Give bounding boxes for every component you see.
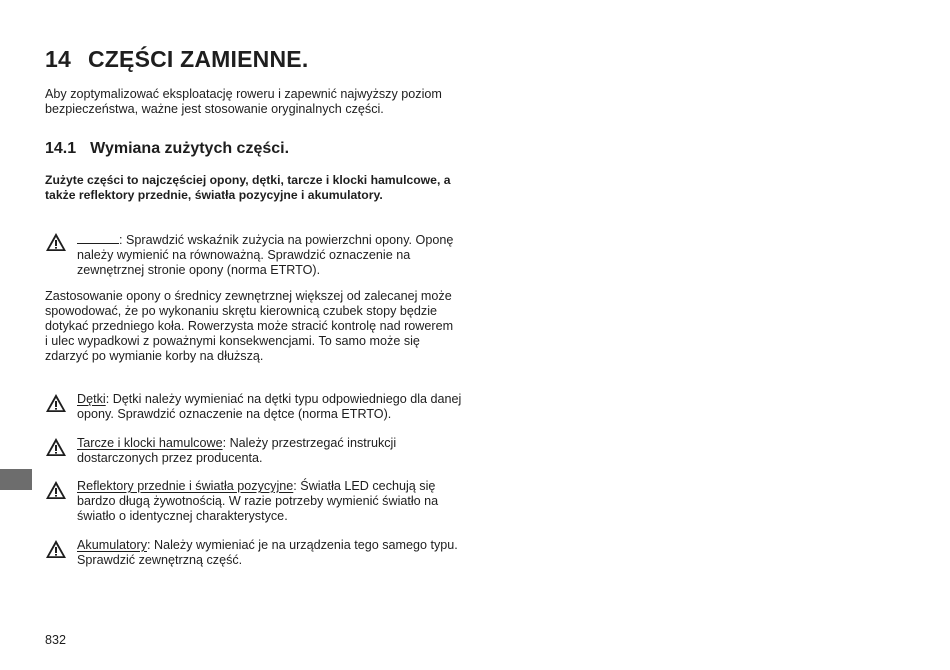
- warning-term: Tarcze i klocki hamulcowe: [77, 436, 223, 450]
- chapter-title: [45, 46, 308, 73]
- warning-triangle-icon: [45, 393, 67, 413]
- warning-term: Akumulatory: [77, 538, 147, 552]
- warning-tyres: [45, 231, 465, 278]
- tyre-diameter-paragraph: Zastosowanie opony o średnicy zewnętrznej większej od zalecanej może spowodować, że po wykonaniu skrętu kierownicą czubek stopy będzie dotykać przedniego koła. Rowerzysta może stracić kontrolę nad rowerem i ulec wypadkowi z poważnymi konsekwencjami. To samo może się zdarzyć po wymianie korby na dłuższą.: [45, 289, 454, 363]
- blank-term-line: [77, 231, 119, 244]
- warning-brakes-text: Tarcze i klocki hamulcowe: Należy przestrzegać instrukcji dostarczonych przez producenta.: [77, 436, 397, 465]
- section-title-text: Wymiana zużytych części.: [90, 140, 290, 157]
- warning-triangle-icon: [45, 437, 67, 457]
- warning-term: Reflektory przednie i światła pozycyjne: [77, 479, 294, 493]
- worn-parts-summary: Zużyte części to najczęściej opony, dętki, tarcze i klocki hamulcowe, a także reflektory przednie, światła pozycyjne i akumulatory.: [45, 173, 451, 202]
- chapter-tab-marker: [0, 469, 32, 490]
- chapter-title-text: CZĘŚCI ZAMIENNE.: [87, 46, 309, 72]
- warning-term: Dętki: [77, 392, 106, 406]
- warning-tubes: [45, 392, 465, 422]
- warning-brakes: [45, 436, 465, 466]
- chapter-number: 14: [45, 46, 71, 72]
- section-number: 14.1: [45, 140, 77, 157]
- warning-lights-text: Reflektory przednie i światła pozycyjne: Światła LED cechują się bardzo długą żywotnością. W razie potrzeby wymienić światło na światło o identycznej charakterystyce.: [77, 479, 439, 523]
- warning-tubes-text: Dętki: Dętki należy wymieniać na dętki typu odpowiedniego dla danej opony. Sprawdzić oznaczenie na dętce (norma ETRTO).: [77, 392, 462, 421]
- warning-batteries: [45, 538, 465, 568]
- section-title: [45, 140, 289, 158]
- warning-triangle-icon: [45, 539, 67, 559]
- page-number: 832: [45, 633, 67, 647]
- warning-triangle-icon: [45, 480, 67, 500]
- warning-lights: [45, 479, 465, 524]
- warning-tyres-text: : Sprawdzić wskaźnik zużycia na powierzchni opony. Oponę należy wymienić na równoważną. Sprawdzić oznaczenie na zewnętrznej stronie opony (norma ETRTO).: [77, 233, 454, 277]
- warning-batteries-text: Akumulatory: Należy wymieniać je na urządzenia tego samego typu. Sprawdzić zewnętrzną część.: [77, 538, 458, 567]
- warning-triangle-icon: [45, 232, 67, 252]
- intro-paragraph: Aby zoptymalizować eksploatację roweru i zapewnić najwyższy poziom bezpieczeństwa, ważne jest stosowanie oryginalnych części.: [45, 87, 442, 116]
